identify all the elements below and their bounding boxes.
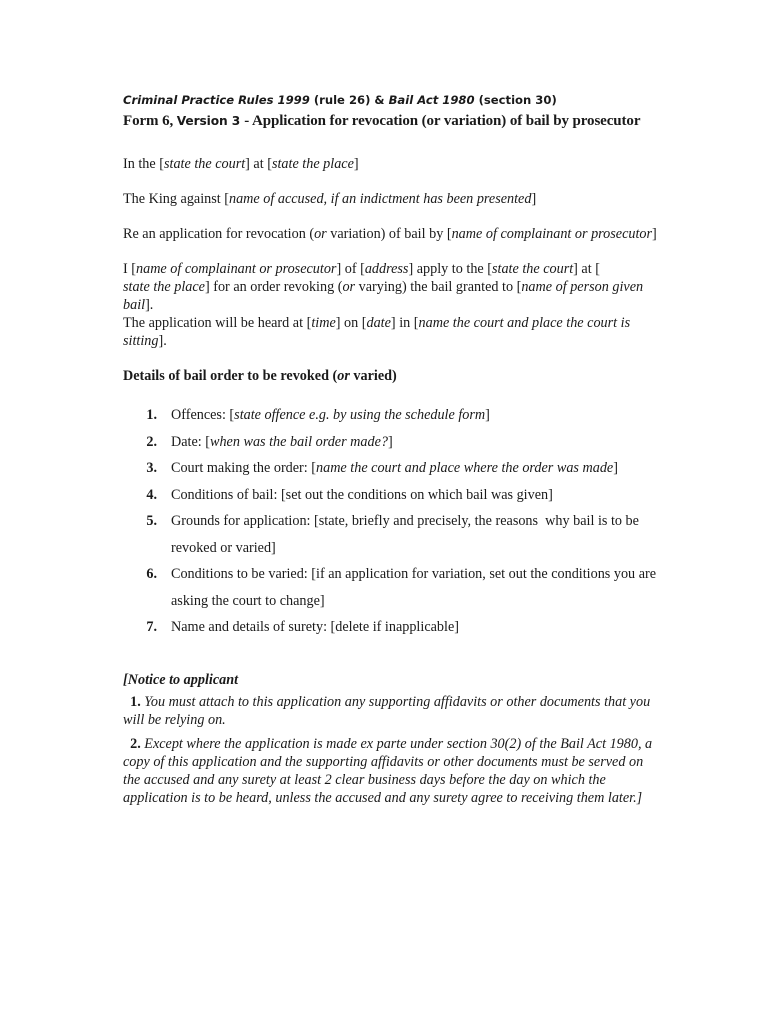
rule-number: (rule 26) & xyxy=(313,93,389,107)
section-number: (section 30) xyxy=(474,93,557,107)
address-field: address xyxy=(364,261,409,277)
date-field: date xyxy=(366,315,391,331)
re-application-line: Re an application for revocation (or variation) of bail by [name of complainant or prosecutor] xyxy=(123,226,657,242)
details-list xyxy=(123,402,674,641)
list-item: 3. Court making the order: [name the court and place where the order was made] xyxy=(146,460,618,476)
list-item: 4. Conditions of bail: [set out the conditions on which bail was given] xyxy=(146,486,553,503)
notice-item-1: 1. You must attach to this application any supporting affidavits or other documents that you will be relying on. xyxy=(123,693,651,728)
hearing-statement: The application will be heard at [time] on [date] in [name the court and place the court is sitting]. xyxy=(123,315,631,349)
notice-heading: [Notice to applicant xyxy=(123,671,239,688)
act-title: Bail Act 1980 xyxy=(388,93,475,107)
accused-field: name of accused, if an indictment has been presented xyxy=(228,191,532,207)
rules-reference xyxy=(123,92,663,108)
hearing-place-field: name the court and place the court is sitting xyxy=(123,315,631,349)
document-page xyxy=(123,92,674,807)
court-field: state the court xyxy=(163,156,246,172)
list-item: 5. Grounds for application: [state, briefly and precisely, the reasons why bail is to be revoked or varied] xyxy=(146,513,668,556)
list-item: 7. Name and details of surety: [delete if inapplicable] xyxy=(146,619,459,635)
applicant-field: name of complainant or prosecutor xyxy=(451,226,653,242)
form-version: Version 3 xyxy=(176,114,245,128)
list-item: 2. Date: [when was the bail order made?] xyxy=(146,433,393,450)
list-item: 1. Offences: [state offence e.g. by using the schedule form] xyxy=(146,407,490,423)
time-field: time xyxy=(311,315,336,331)
court-line: In the [state the court] at [state the place] xyxy=(123,156,359,172)
form-description: - Application for revocation (or variation) of bail by prosecutor xyxy=(244,113,641,129)
notice-item-2: 2. Except where the application is made ex parte under section 30(2) of the Bail Act 1980, a copy of this application and the supporting affidavits or other documents must be served on the accused and any surety at least 2 clear business days before the day on which the application is to be heard, unless the accused and any surety agree to receiving them later.] xyxy=(123,735,653,806)
form-title xyxy=(123,112,663,130)
list-item: 6. Conditions to be varied: [if an application for variation, set out the conditions you are asking the court to change] xyxy=(146,566,674,609)
bail-person-field: name of person given bail xyxy=(123,279,644,313)
details-heading: Details of bail order to be revoked (or varied) xyxy=(123,368,397,384)
rules-title: Criminal Practice Rules 1999 xyxy=(123,93,314,107)
parties-line: The King against [name of accused, if an indictment has been presented] xyxy=(123,191,537,207)
place-field: state the place xyxy=(271,156,354,172)
application-statement: I [name of complainant or prosecutor] of [address] apply to the [state the court] at [ state the place] for an order revoking (or varying) the bail granted to [name of person given bail]. xyxy=(123,261,644,313)
form-number: Form 6, xyxy=(123,113,177,129)
